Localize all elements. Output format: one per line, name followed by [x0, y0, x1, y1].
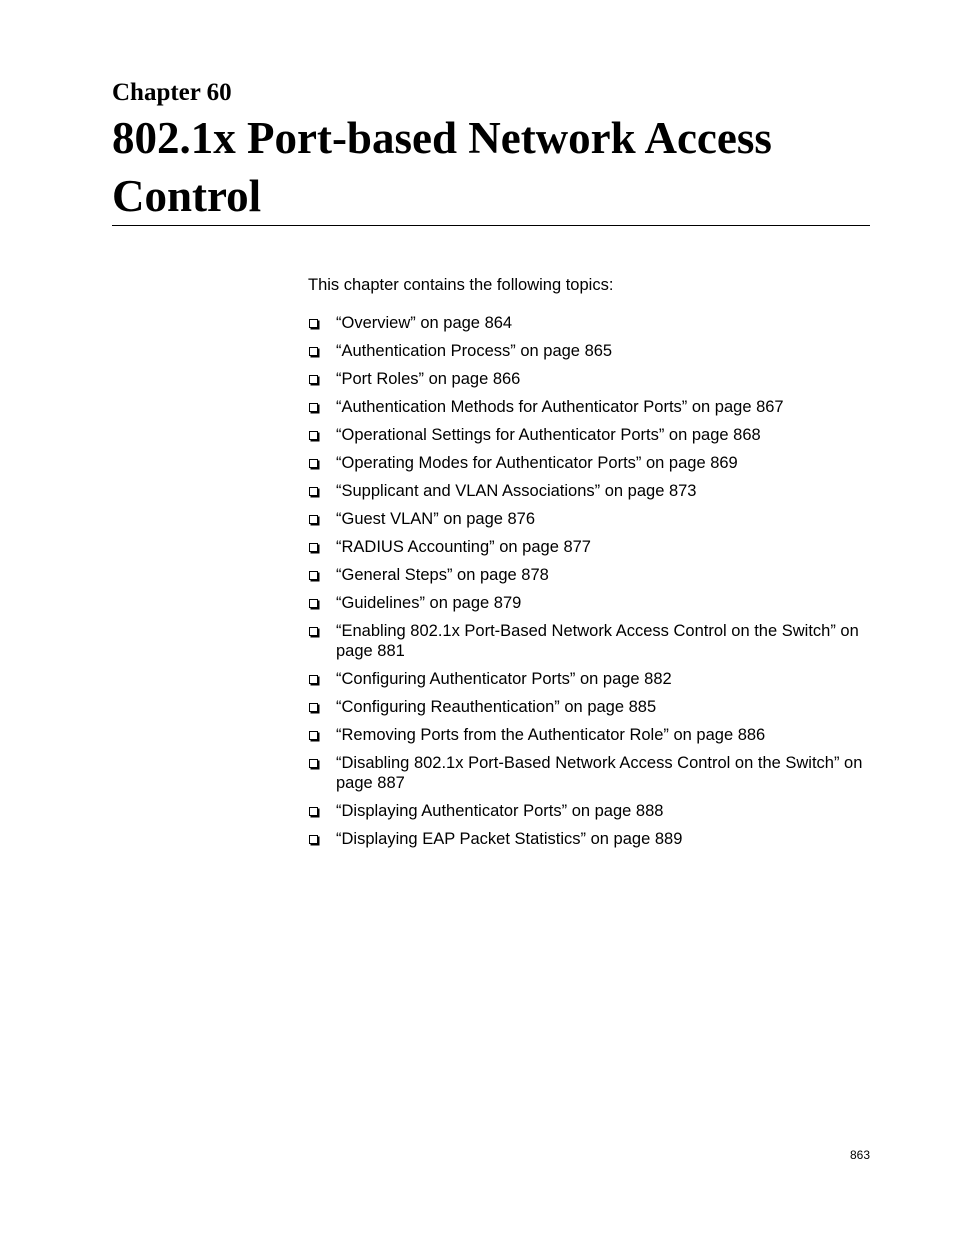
- intro-text: This chapter contains the following topics:: [308, 276, 614, 294]
- topic-item[interactable]: [308, 313, 868, 333]
- title-divider: [112, 225, 870, 226]
- checkbox-bullet-icon: [309, 807, 318, 816]
- chapter-title: 802.1x Port-based Network Access Control: [112, 113, 772, 221]
- topic-link[interactable]: “Operating Modes for Authenticator Ports” on page 869: [336, 454, 738, 472]
- checkbox-bullet-icon: [309, 403, 318, 412]
- topic-link[interactable]: “RADIUS Accounting” on page 877: [336, 538, 591, 556]
- topic-link[interactable]: “Configuring Reauthentication” on page 885: [336, 698, 657, 716]
- topic-link[interactable]: “Authentication Methods for Authenticator Ports” on page 867: [336, 398, 784, 416]
- checkbox-bullet-icon: [309, 731, 318, 740]
- topic-item[interactable]: [308, 753, 868, 793]
- checkbox-bullet-icon: [309, 459, 318, 468]
- topic-link[interactable]: “Removing Ports from the Authenticator Role” on page 886: [336, 726, 766, 744]
- chapter-label: Chapter 60: [112, 79, 232, 106]
- topic-link[interactable]: “Disabling 802.1x Port-Based Network Access Control on the Switch” on page 887: [336, 754, 863, 792]
- checkbox-bullet-icon: [309, 543, 318, 552]
- topic-item[interactable]: [308, 697, 868, 717]
- topic-item[interactable]: [308, 481, 868, 501]
- checkbox-bullet-icon: [309, 319, 318, 328]
- topic-item[interactable]: [308, 509, 868, 529]
- checkbox-bullet-icon: [309, 703, 318, 712]
- topic-item[interactable]: [308, 669, 868, 689]
- topic-link[interactable]: “Overview” on page 864: [336, 314, 513, 332]
- checkbox-bullet-icon: [309, 627, 318, 636]
- checkbox-bullet-icon: [309, 675, 318, 684]
- topic-link[interactable]: “Configuring Authenticator Ports” on page 882: [336, 670, 672, 688]
- topic-link[interactable]: “General Steps” on page 878: [336, 566, 549, 584]
- topic-link[interactable]: “Displaying EAP Packet Statistics” on page 889: [336, 830, 683, 848]
- checkbox-bullet-icon: [309, 571, 318, 580]
- topic-item[interactable]: [308, 565, 868, 585]
- topic-item[interactable]: [308, 621, 868, 661]
- checkbox-bullet-icon: [309, 759, 318, 768]
- topic-item[interactable]: [308, 537, 868, 557]
- checkbox-bullet-icon: [309, 347, 318, 356]
- checkbox-bullet-icon: [309, 515, 318, 524]
- page-number: 863: [849, 1148, 870, 1162]
- topic-link[interactable]: “Authentication Process” on page 865: [336, 342, 613, 360]
- topic-item[interactable]: [308, 829, 868, 849]
- topic-link[interactable]: “Guest VLAN” on page 876: [336, 510, 536, 528]
- topic-item[interactable]: [308, 397, 868, 417]
- topic-item[interactable]: [308, 341, 868, 361]
- topic-item[interactable]: [308, 425, 868, 445]
- topic-link[interactable]: “Guidelines” on page 879: [336, 594, 522, 612]
- checkbox-bullet-icon: [309, 835, 318, 844]
- topic-link[interactable]: “Displaying Authenticator Ports” on page 888: [336, 802, 664, 820]
- topic-list: [308, 313, 868, 857]
- topic-link[interactable]: “Port Roles” on page 866: [336, 370, 521, 388]
- checkbox-bullet-icon: [309, 599, 318, 608]
- checkbox-bullet-icon: [309, 487, 318, 496]
- checkbox-bullet-icon: [309, 375, 318, 384]
- topic-item[interactable]: [308, 725, 868, 745]
- topic-item[interactable]: [308, 593, 868, 613]
- checkbox-bullet-icon: [309, 431, 318, 440]
- topic-item[interactable]: [308, 453, 868, 473]
- topic-link[interactable]: “Operational Settings for Authenticator Ports” on page 868: [336, 426, 761, 444]
- topic-link[interactable]: “Enabling 802.1x Port-Based Network Access Control on the Switch” on page 881: [336, 622, 859, 660]
- topic-item[interactable]: [308, 801, 868, 821]
- topic-link[interactable]: “Supplicant and VLAN Associations” on page 873: [336, 482, 697, 500]
- topic-item[interactable]: [308, 369, 868, 389]
